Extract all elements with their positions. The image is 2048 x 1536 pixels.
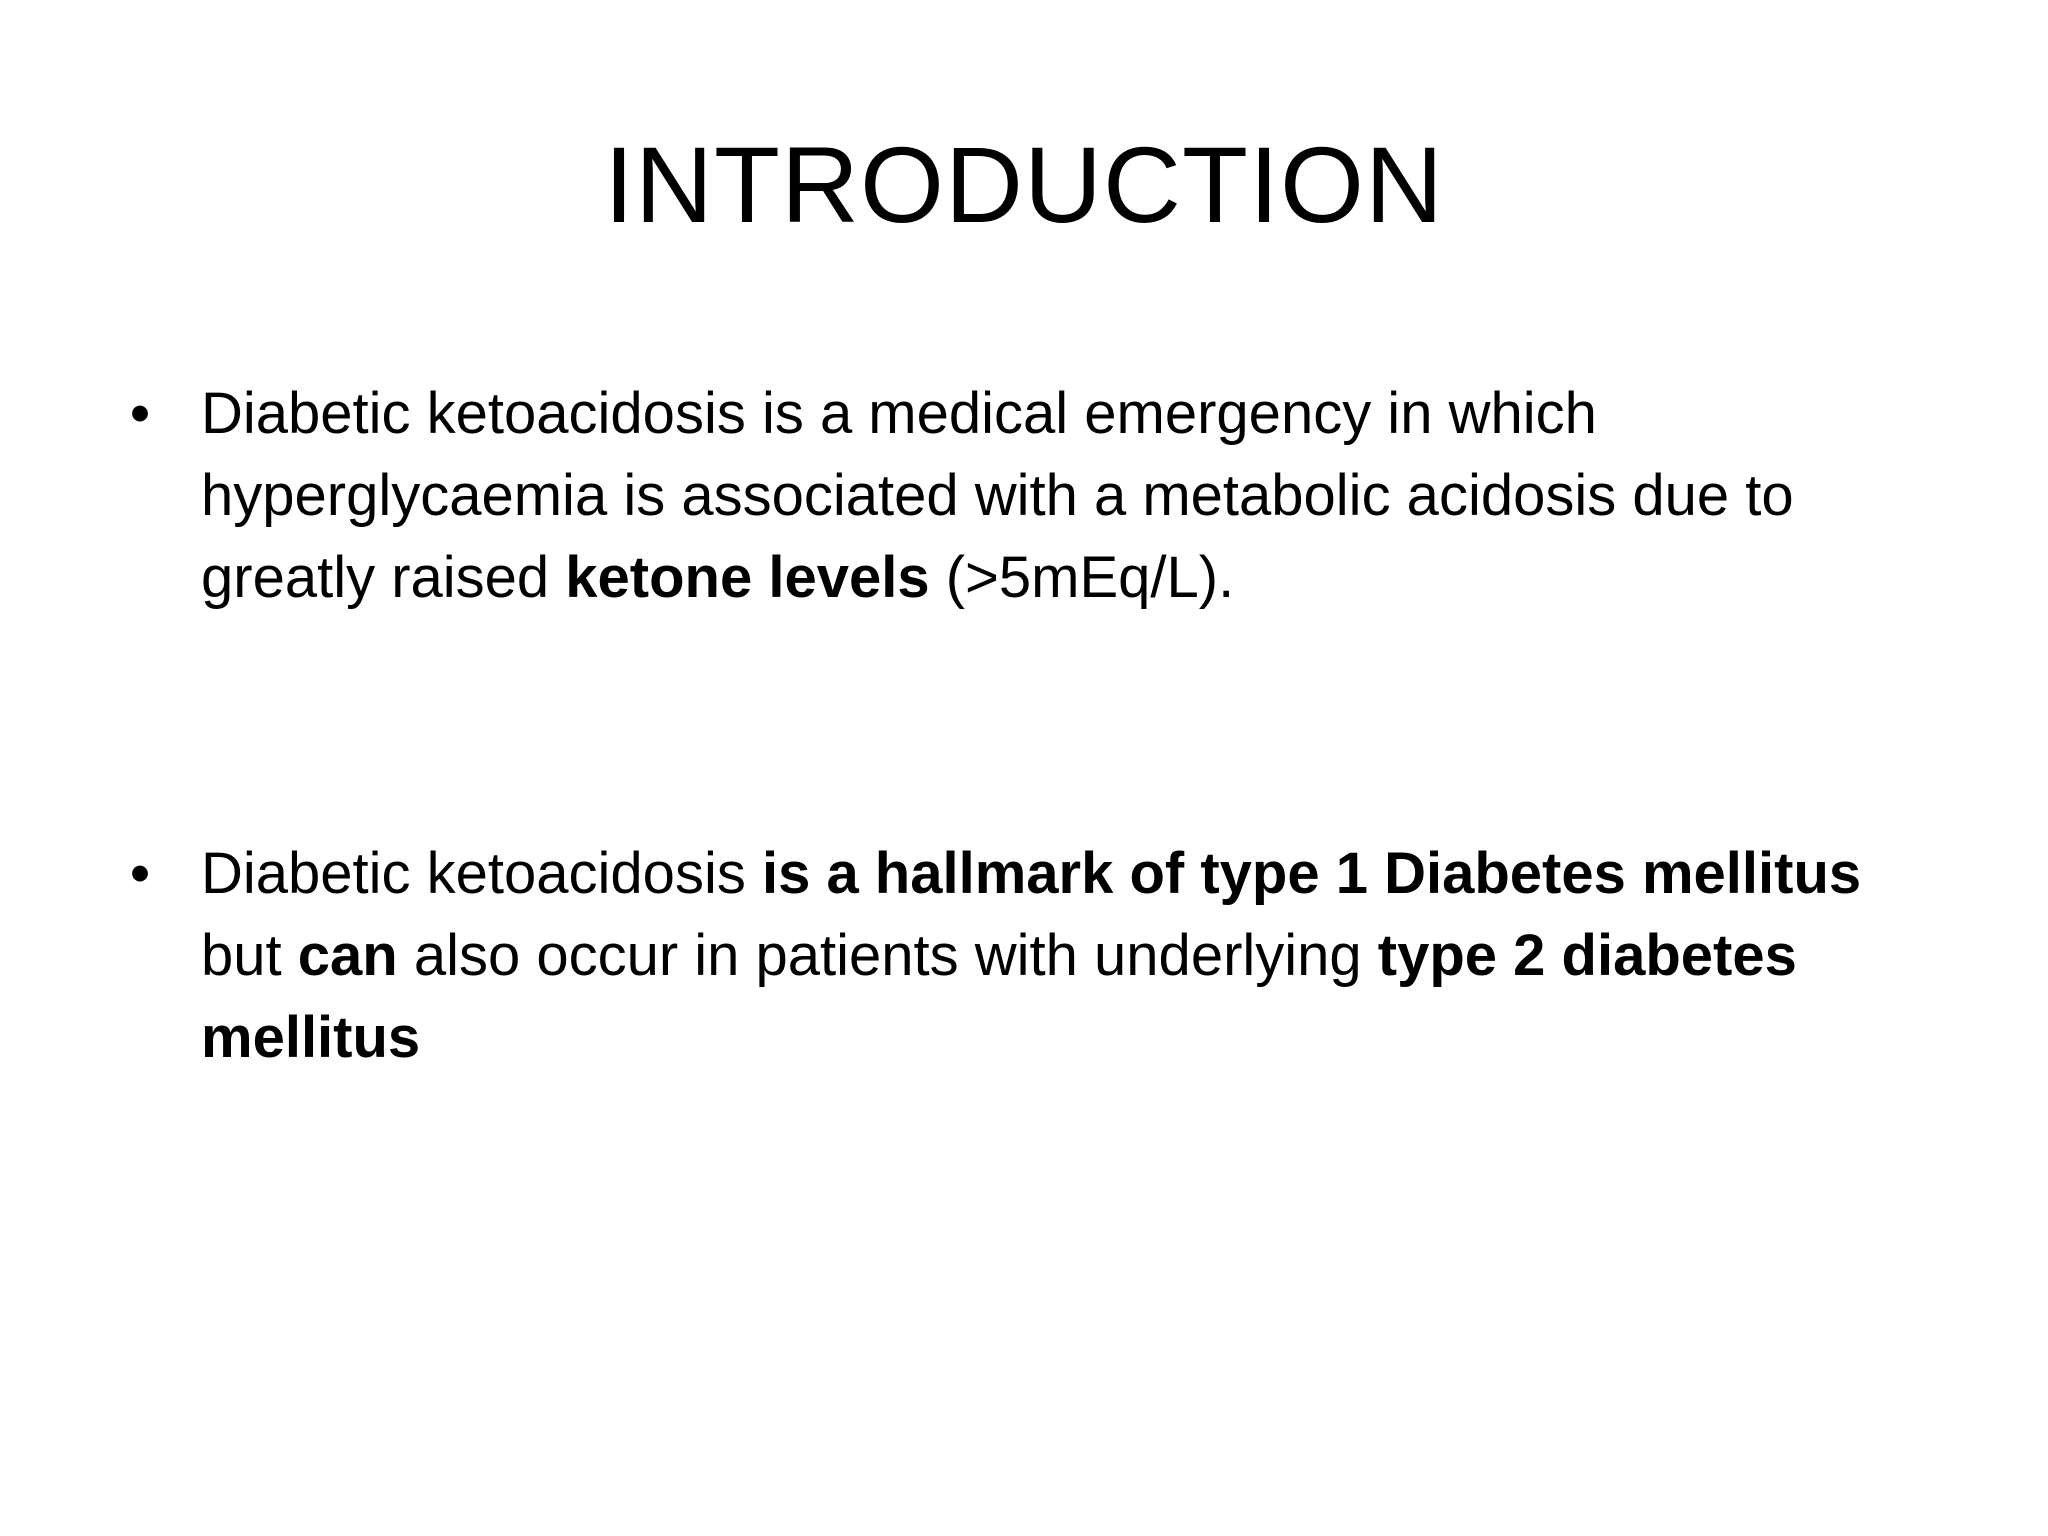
- text-segment: Diabetic ketoacidosis: [201, 841, 762, 906]
- bullet-dot-icon: •: [129, 841, 151, 906]
- text-segment: also occur in patients with underlying: [397, 923, 1378, 988]
- bullet-item-types: [120, 833, 1940, 1079]
- text-segment: (>5mEq/L).: [929, 545, 1235, 610]
- bullet-dot-icon: •: [129, 381, 151, 446]
- text-segment: Diabetic ketoacidosis is a medical emergency in which hyperglycaemia is associated with a metabolic acidosis due to greatly raised: [201, 381, 1794, 610]
- bold-text-segment: type 2 diabetes mellitus: [201, 923, 1797, 1070]
- bold-text-segment: ketone levels: [565, 545, 930, 610]
- bold-text-segment: is a hallmark of type 1 Diabetes mellitus: [761, 841, 1862, 906]
- bold-text-segment: can: [297, 923, 398, 988]
- text-segment: but: [201, 923, 298, 988]
- bullet-text: [201, 373, 1941, 619]
- bullet-item-definition: [120, 373, 1940, 619]
- slide-title: INTRODUCTION: [604, 124, 1444, 245]
- bullet-text: [201, 833, 1941, 1079]
